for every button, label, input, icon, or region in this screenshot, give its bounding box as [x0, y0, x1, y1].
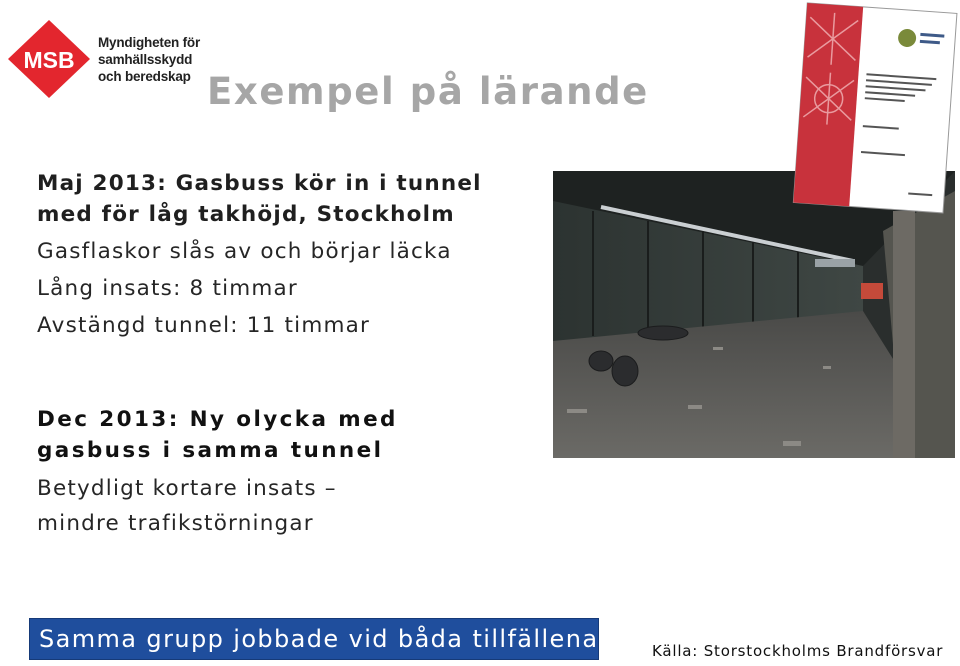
slide-title: Exempel på lärande [207, 70, 649, 113]
incident1-heading-line: Maj 2013: Gasbuss kör in i tunnel [37, 171, 482, 196]
incident2-heading-line: gasbuss i samma tunnel [37, 438, 384, 463]
incident1-point: Gasflaskor slås av och börjar läcka [37, 239, 452, 264]
logo-line: samhällsskydd [98, 52, 193, 67]
incident1-heading-line: med för låg takhöjd, Stockholm [37, 202, 455, 227]
msb-logo-letters: MSB [23, 47, 75, 73]
logo-line: och beredskap [98, 69, 191, 84]
msb-logo-mark-icon [6, 18, 92, 100]
msb-logo-text [98, 34, 200, 85]
summary-banner-text: Samma grupp jobbade vid båda tillfällena [39, 625, 599, 653]
source-credit: Källa: Storstockholms Brandförsvar [652, 642, 944, 660]
incident1-point: Lång insats: 8 timmar [37, 276, 298, 301]
incident2-heading-line: Dec 2013: Ny olycka med [37, 407, 398, 432]
incident2-point: Betydligt kortare insats – [37, 476, 337, 501]
summary-banner [29, 618, 599, 660]
incident1-point: Avstängd tunnel: 11 timmar [37, 313, 371, 338]
logo-line: Myndigheten för [98, 35, 200, 50]
report-cover-image [792, 2, 960, 218]
msb-logo [6, 18, 200, 100]
incident2-point: mindre trafikstörningar [37, 511, 314, 536]
